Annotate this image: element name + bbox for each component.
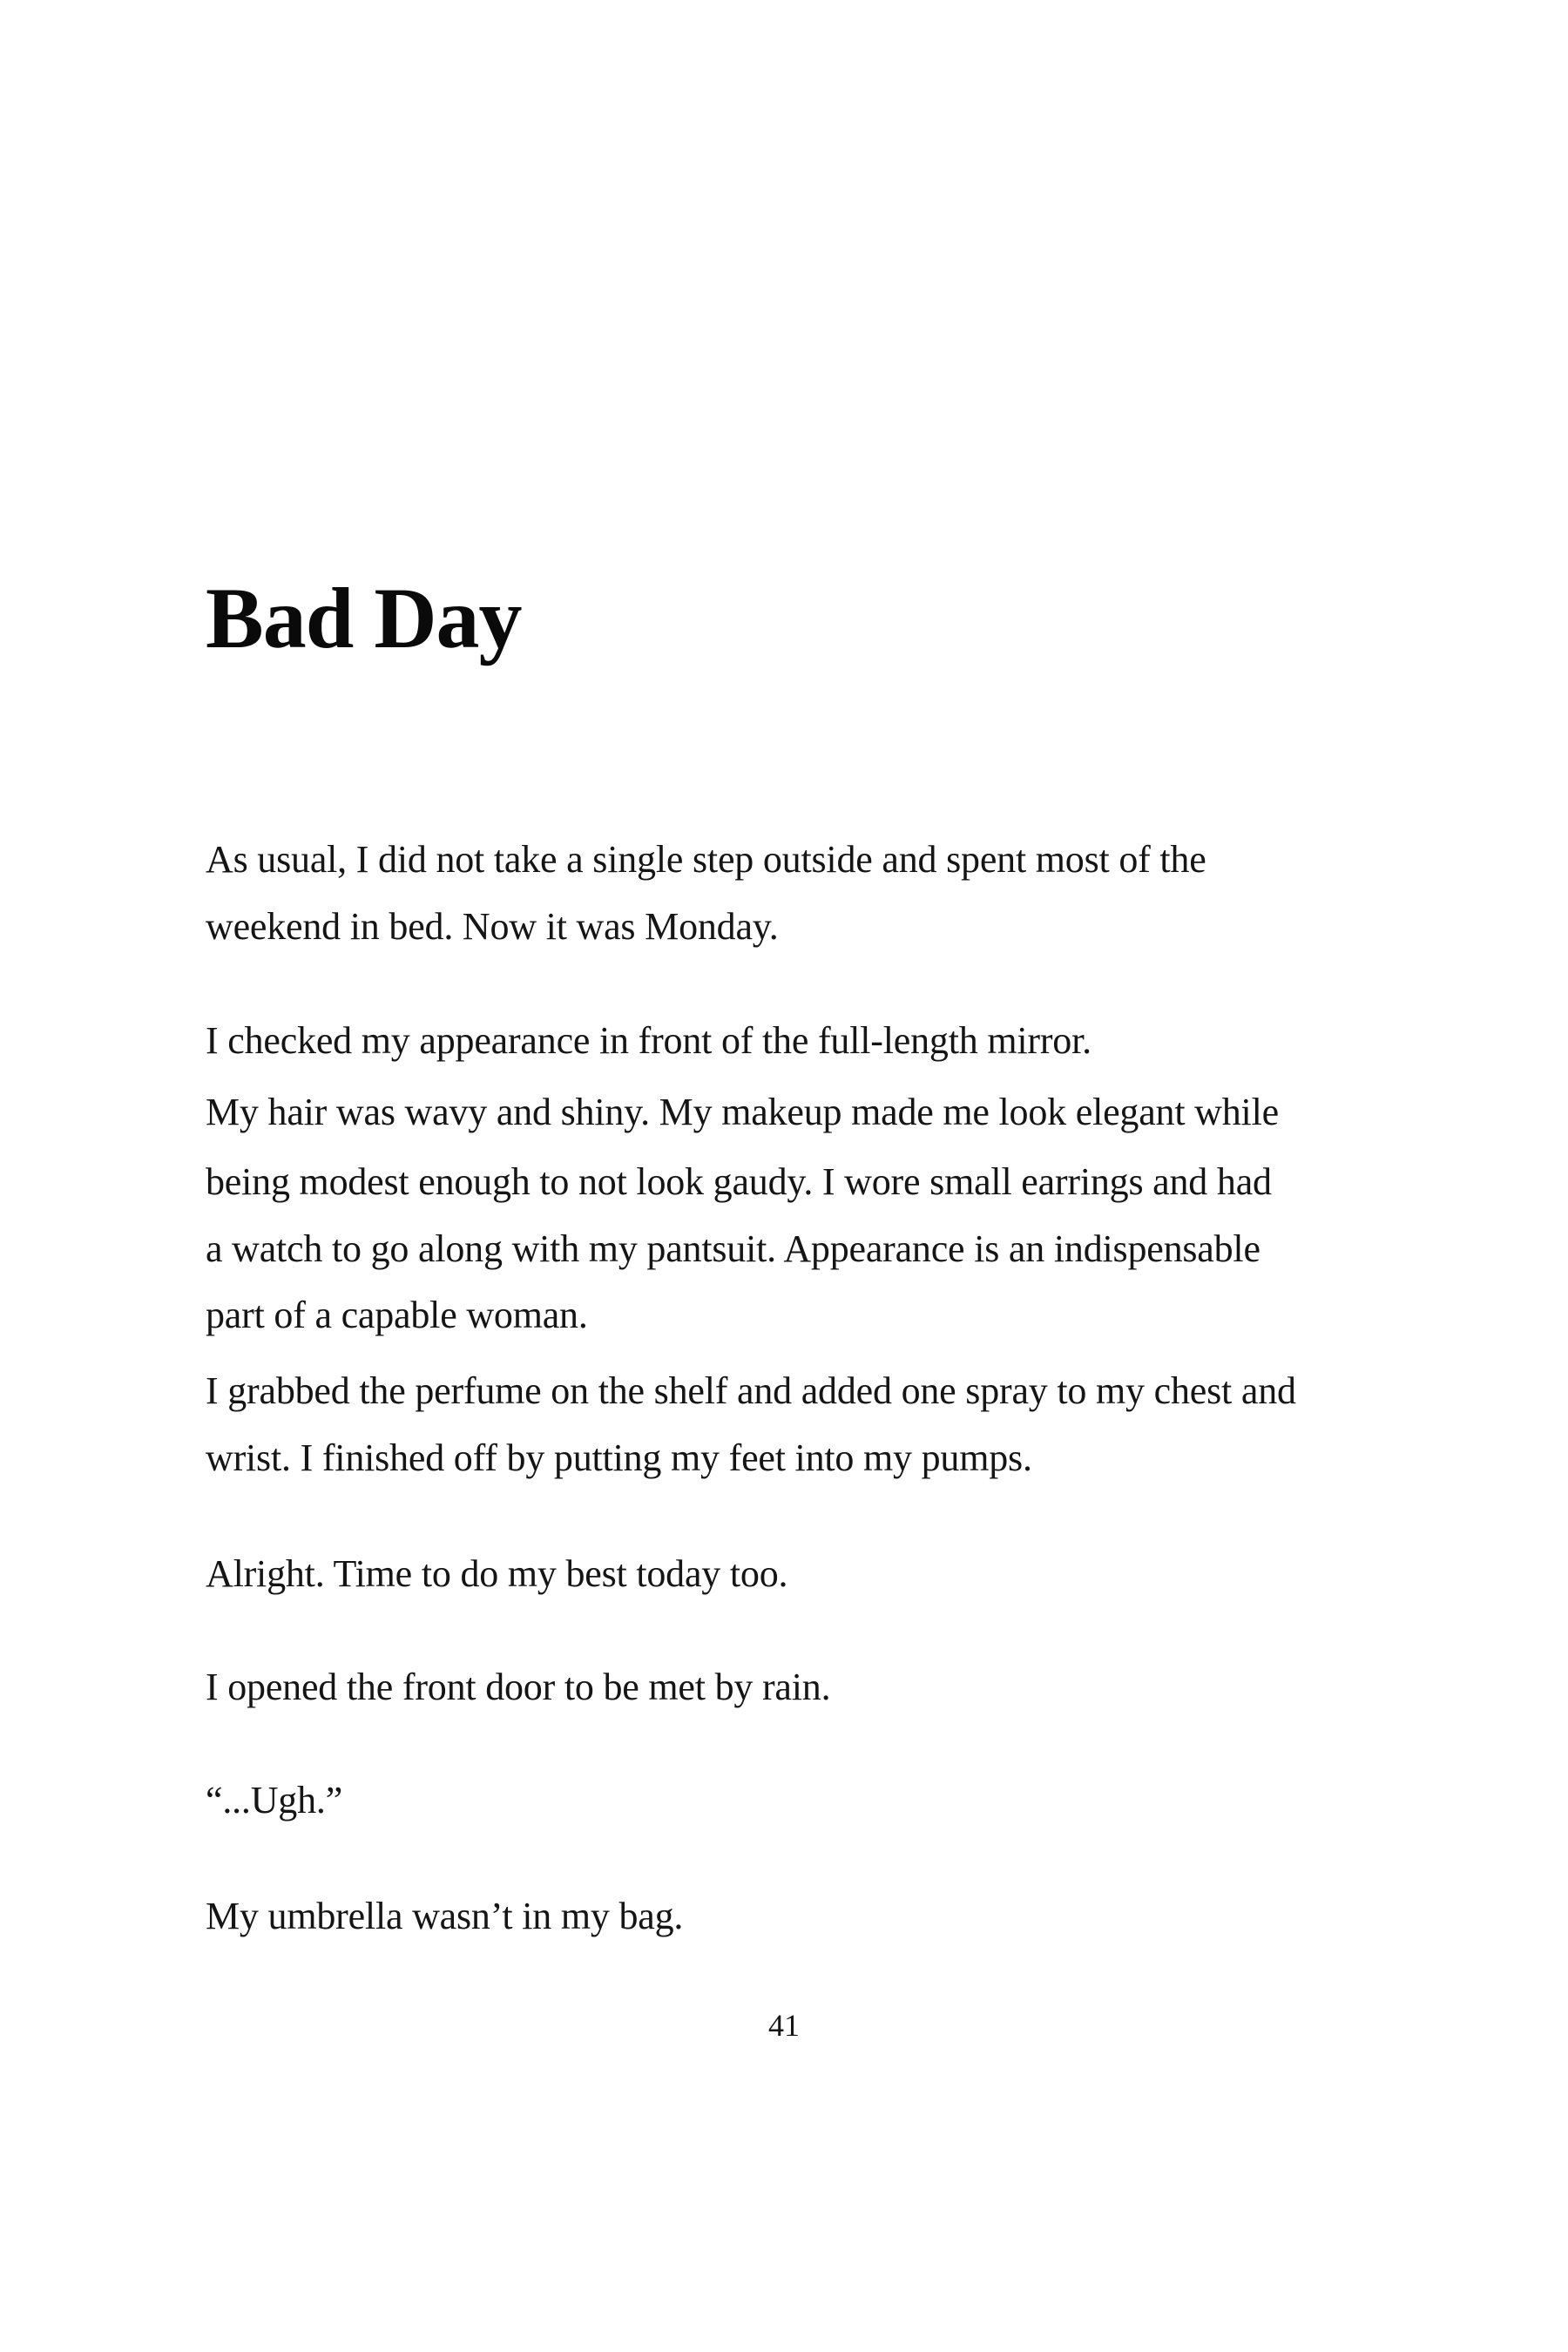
text-line: I grabbed the perfume on the shelf and added one spray to my chest and: [206, 1369, 1296, 1412]
text-line: I checked my appearance in front of the full-length mirror.: [206, 1019, 1092, 1062]
page-number: 41: [768, 2008, 800, 2043]
text-line: wrist. I finished off by putting my feet into my pumps.: [206, 1436, 1032, 1479]
text-line: I opened the front door to be met by rain.: [206, 1666, 831, 1708]
text-line: As usual, I did not take a single step outside and spent most of the: [206, 838, 1206, 881]
chapter-title: Bad Day: [206, 570, 522, 666]
text-line: weekend in bed. Now it was Monday.: [206, 905, 779, 948]
text-line: Alright. Time to do my best today too.: [206, 1552, 788, 1595]
text-line: being modest enough to not look gaudy. I wore small earrings and had: [206, 1160, 1272, 1203]
text-line: a watch to go along with my pantsuit. Appearance is an indispensable: [206, 1227, 1260, 1270]
text-line: part of a capable woman.: [206, 1294, 588, 1336]
text-line: “...Ugh.”: [206, 1779, 343, 1821]
text-line: My umbrella wasn’t in my bag.: [206, 1895, 684, 1937]
text-line: My hair was wavy and shiny. My makeup made me look elegant while: [206, 1091, 1279, 1133]
